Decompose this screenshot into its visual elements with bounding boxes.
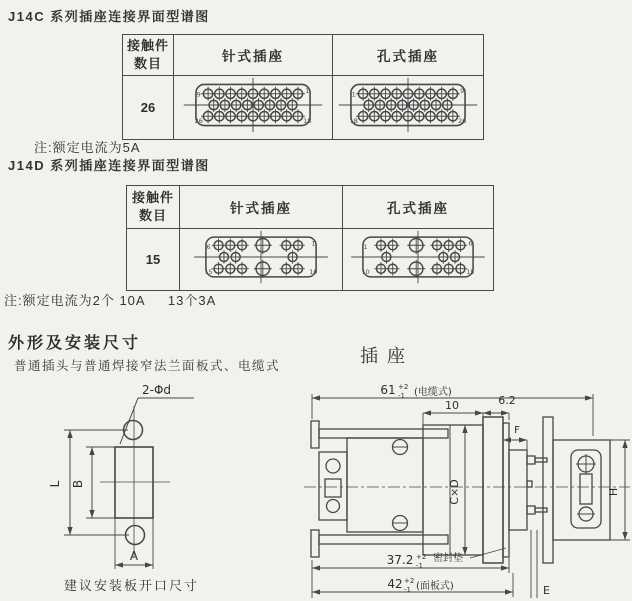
contact-count-header [123,35,174,76]
svg-text:1: 1 [305,86,310,95]
connector-cell [180,229,343,291]
connector-cell [343,229,494,291]
svg-text:10: 10 [309,269,318,277]
connector-diagram-j14c-pin [178,76,328,134]
spec-table-j14d [126,185,494,291]
svg-text:9: 9 [460,86,465,95]
svg-text:1: 1 [311,240,316,248]
pin-socket-header: 针式插座 [180,186,343,229]
hole-callout-label: 2-Φd [142,383,172,397]
svg-text:1: 1 [363,243,368,251]
contact-count-header [127,186,180,229]
cutout-caption: 建议安装板开口尺寸 [64,578,200,593]
dim-label-37-2: 37.2 [386,553,414,567]
connector-diagram-j14c-socket [335,76,481,134]
svg-text:15: 15 [204,269,213,277]
connector-diagram-j14d-pin [186,229,336,285]
hole-socket-header: 孔式插座 [333,35,484,76]
dim-label-A: A [129,549,139,563]
svg-text:10: 10 [361,269,370,277]
dim-label-61-suffix: (电缆式) [414,387,452,398]
dim-label-CxD: C×D [448,479,461,505]
mounting-cutout-drawing [30,378,230,578]
pin-socket-header: 针式插座 [174,35,333,76]
spec-table-j14c [122,34,484,140]
connector-cell [174,76,333,140]
svg-text:6: 6 [206,243,211,251]
dim-label-6-2: 6.2 [498,394,516,407]
svg-text:15: 15 [466,269,475,277]
outline-subheading: 普通插头与普通焊接窄法兰面板式、电缆式 [14,359,281,373]
connector-cell [333,76,484,140]
socket-title: 插座 [360,346,414,366]
dim-label-37-2-sup: +2 [416,553,427,561]
dim-label-42: 42 [387,577,403,591]
gasket-label: 密封垫 [433,553,463,564]
svg-text:26: 26 [194,116,203,125]
section-title-j14c: J14C 系列插座连接界面型谱图 [8,9,210,24]
contact-count-header-line2: 数目 [133,56,162,71]
contact-count-header-line2: 数目 [138,208,167,223]
svg-text:26: 26 [458,116,467,125]
contact-count-header-line1: 接触件 [126,38,169,54]
dim-label-37-2-sub: -1 [416,562,423,570]
dim-label-10: 10 [445,399,459,412]
outline-heading: 外形及安装尺寸 [8,335,142,352]
svg-text:6: 6 [468,240,473,248]
dim-label-E: E [543,584,550,597]
dim-label-42-sub: -1 [404,586,411,594]
dim-label-61-sup: +2 [398,383,409,391]
svg-text:9: 9 [196,90,201,99]
svg-text:18: 18 [303,116,312,125]
svg-text:18: 18 [349,116,358,125]
socket-dimension-drawing [300,370,632,601]
svg-text:1: 1 [351,90,356,99]
dim-label-B: B [71,479,85,489]
note-rated-current-j14d: 注:额定电流为2个 10A 13个3A [4,293,217,308]
dim-label-42-suffix: (面板式) [416,581,454,592]
dim-label-61: 61 [380,383,396,397]
contact-count-header-line1: 接触件 [131,190,174,206]
hole-socket-header: 孔式插座 [343,186,494,229]
connector-diagram-j14d-socket [345,229,491,285]
dim-label-61-sub: -1 [398,392,405,400]
dim-label-F: F [514,425,520,436]
section-title-j14d: J14D 系列插座连接界面型谱图 [8,158,210,173]
contact-count-value-26: 26 [123,76,174,140]
dim-label-L: L [48,480,62,488]
contact-count-value-15: 15 [127,229,180,291]
dim-label-H: H [607,487,620,497]
dim-label-42-sup: +2 [404,577,415,585]
note-rated-current-j14c: 注:额定电流为5A [34,140,141,155]
